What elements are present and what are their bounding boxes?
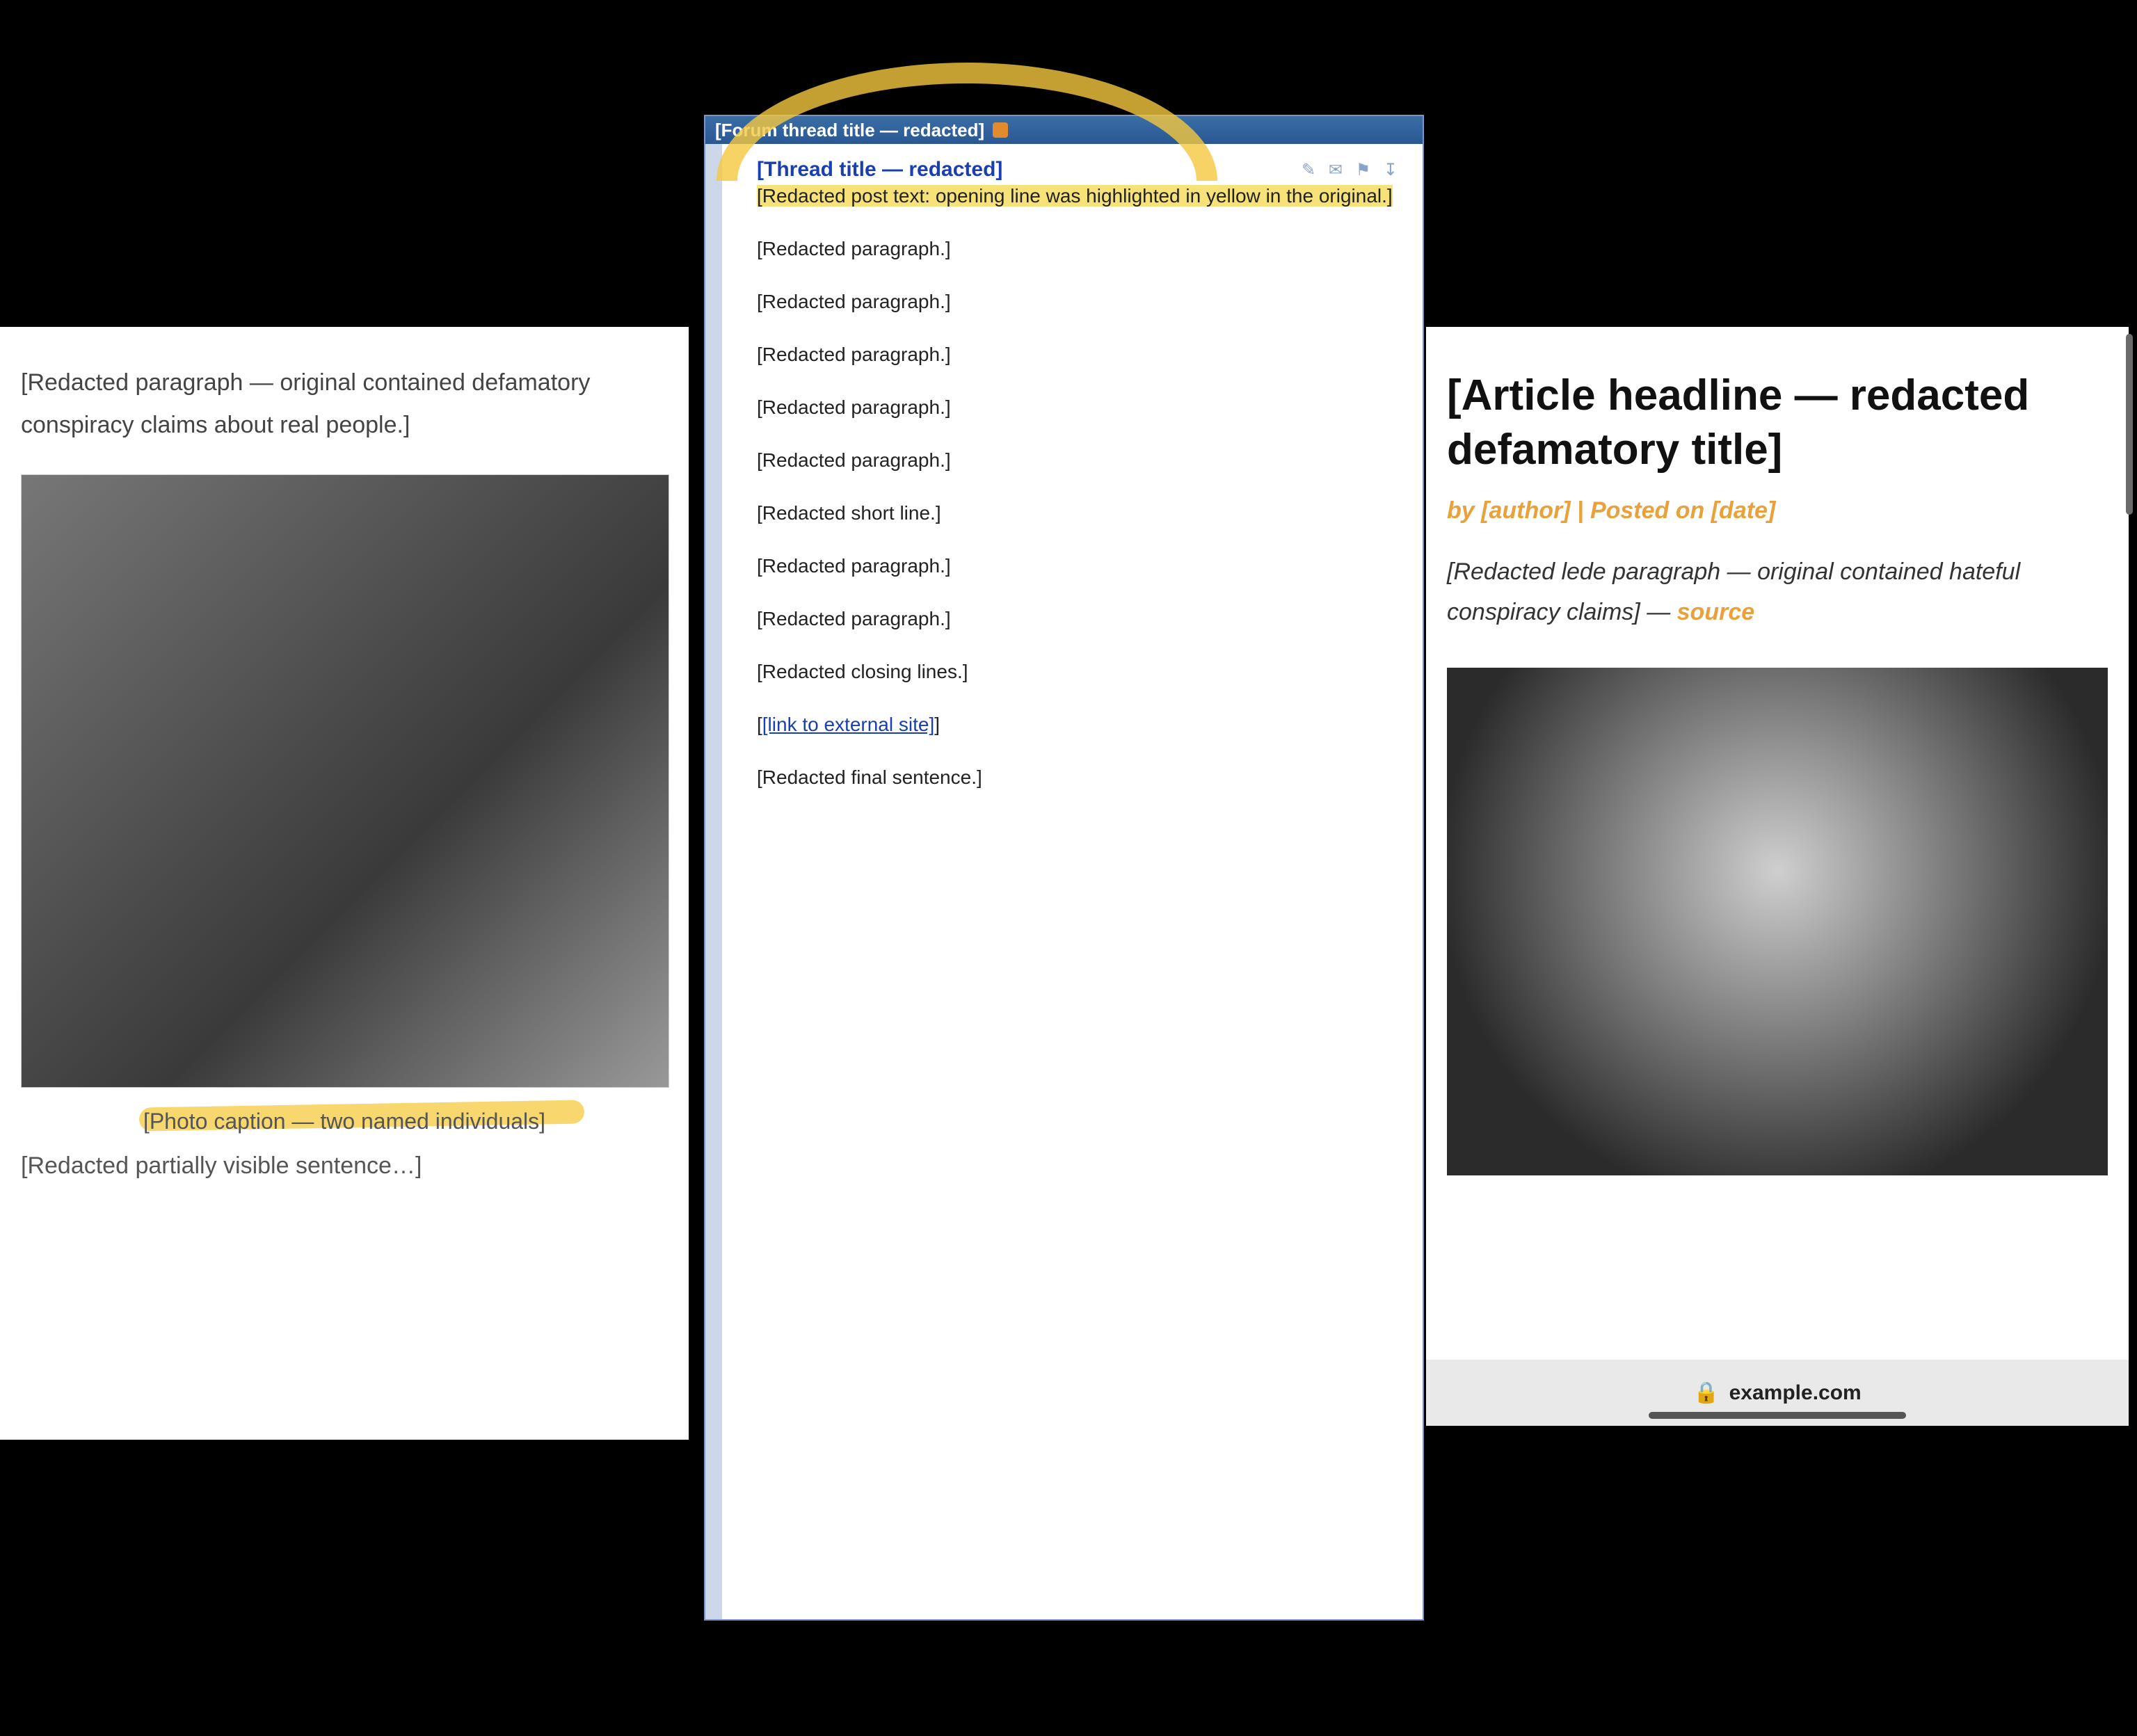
post-paragraph: [Redacted paragraph.] xyxy=(757,238,951,259)
bw-photo xyxy=(21,474,669,1088)
lock-icon: 🔒 xyxy=(1693,1381,1720,1404)
rss-icon[interactable] xyxy=(993,122,1008,138)
post-paragraph: [Redacted paragraph.] xyxy=(757,396,951,418)
cutoff-text: [Redacted partially visible sentence…] xyxy=(21,1152,422,1180)
post-paragraph: [Redacted short line.] xyxy=(757,502,941,524)
window-titlebar xyxy=(705,116,1423,144)
scrollbar-thumb[interactable] xyxy=(2126,334,2133,515)
article-paragraph: [Redacted paragraph — original contained defamatory conspiracy claims about real people.] xyxy=(21,369,591,439)
post-paragraph: [Redacted paragraph.] xyxy=(757,291,951,312)
post-link-line: [[link to external site]] xyxy=(757,714,941,735)
article-lede xyxy=(1447,552,2108,633)
forum-window xyxy=(704,115,1424,1621)
post-paragraph: [Redacted closing lines.] xyxy=(757,661,968,682)
article-headline: [Article headline — redacted defamatory title] xyxy=(1447,371,2030,474)
window-title: [Forum thread title — redacted] xyxy=(715,119,985,140)
thread-title-link[interactable]: [Thread title — redacted] xyxy=(757,158,1003,181)
post-tool-icons[interactable]: ✎ ✉ ⚑ ↧ xyxy=(1302,160,1402,179)
post-final-line: [Redacted final sentence.] xyxy=(757,766,982,788)
post-paragraph: [Redacted paragraph.] xyxy=(757,449,951,471)
post-paragraph: [Redacted paragraph.] xyxy=(757,555,951,577)
url-domain: example.com xyxy=(1729,1381,1862,1404)
external-link[interactable]: [link to external site] xyxy=(762,714,935,735)
portrait-photo xyxy=(1447,668,2108,1175)
photo-caption: [Photo caption — two named individuals] xyxy=(143,1109,546,1134)
lede-text: [Redacted lede paragraph — original contained hateful conspiracy claims] — xyxy=(1447,558,2021,625)
source-link[interactable]: source xyxy=(1676,598,1755,625)
post-paragraph: [Redacted paragraph.] xyxy=(757,344,951,365)
post-paragraphs xyxy=(757,182,1402,686)
left-article-panel xyxy=(0,327,689,1440)
home-indicator xyxy=(1649,1412,1906,1419)
right-article-panel xyxy=(1426,327,2129,1426)
post-paragraph: [Redacted paragraph.] xyxy=(757,608,951,629)
forum-post-body xyxy=(705,144,1423,1619)
article-byline: by [author] | Posted on [date] xyxy=(1447,497,1776,524)
post-paragraph: [Redacted post text: opening line was highlighted in yellow in the original.] xyxy=(757,185,1393,207)
